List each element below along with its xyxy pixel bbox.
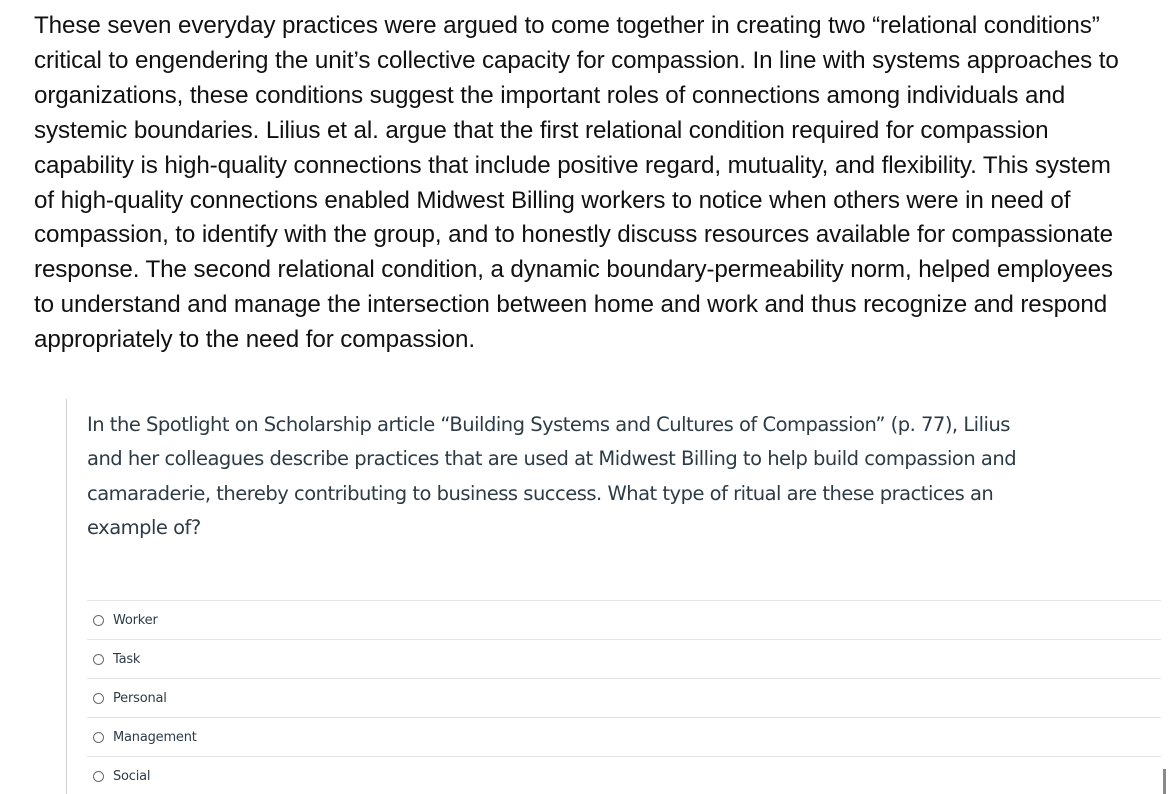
quiz-question-panel — [66, 399, 1174, 794]
radio-button-icon[interactable] — [93, 771, 104, 782]
radio-button-icon[interactable] — [93, 693, 104, 704]
answer-option-management[interactable] — [87, 717, 1161, 756]
answer-label: Task — [113, 651, 141, 667]
answer-list — [87, 600, 1161, 794]
answer-option-social[interactable] — [87, 756, 1161, 794]
answer-option-worker[interactable] — [87, 600, 1161, 639]
answer-label: Social — [113, 768, 151, 784]
answer-label: Management — [113, 729, 197, 745]
scrollbar-thumb[interactable] — [1163, 769, 1166, 794]
answer-label: Worker — [113, 612, 158, 628]
answer-option-task[interactable] — [87, 639, 1161, 678]
question-text: In the Spotlight on Scholarship article “Building Systems and Cultures of Compassion” (p. 77), Lilius and her colleagues describe practices that are used at Midwest Billing to help build compassion and camaraderie, thereby contributing to business success. What type of ritual are these practices an example of? — [87, 413, 1017, 539]
answer-label: Personal — [113, 690, 167, 706]
reading-passage: These seven everyday practices were argued to come together in creating two “relational conditions” critical to engendering the unit’s collective capacity for compassion. In line with systems approaches to organizations, these conditions suggest the important roles of connections among individuals and systemic boundaries. Lilius et al. argue that the first relational condition required for compassion capability is high-quality connections that include positive regard, mutuality, and flexibility. This system of high-quality connections enabled Midwest Billing workers to notice when others were in need of compassion, to identify with the group, and to honestly discuss resources available for compassionate response. The second relational condition, a dynamic boundary-permeability norm, helped employees to understand and manage the intersection between home and work and thus recognize and respond appropriately to the need for compassion. — [34, 12, 1119, 354]
answer-option-personal[interactable] — [87, 678, 1161, 717]
radio-button-icon[interactable] — [93, 732, 104, 743]
radio-button-icon[interactable] — [93, 615, 104, 626]
radio-button-icon[interactable] — [93, 654, 104, 665]
